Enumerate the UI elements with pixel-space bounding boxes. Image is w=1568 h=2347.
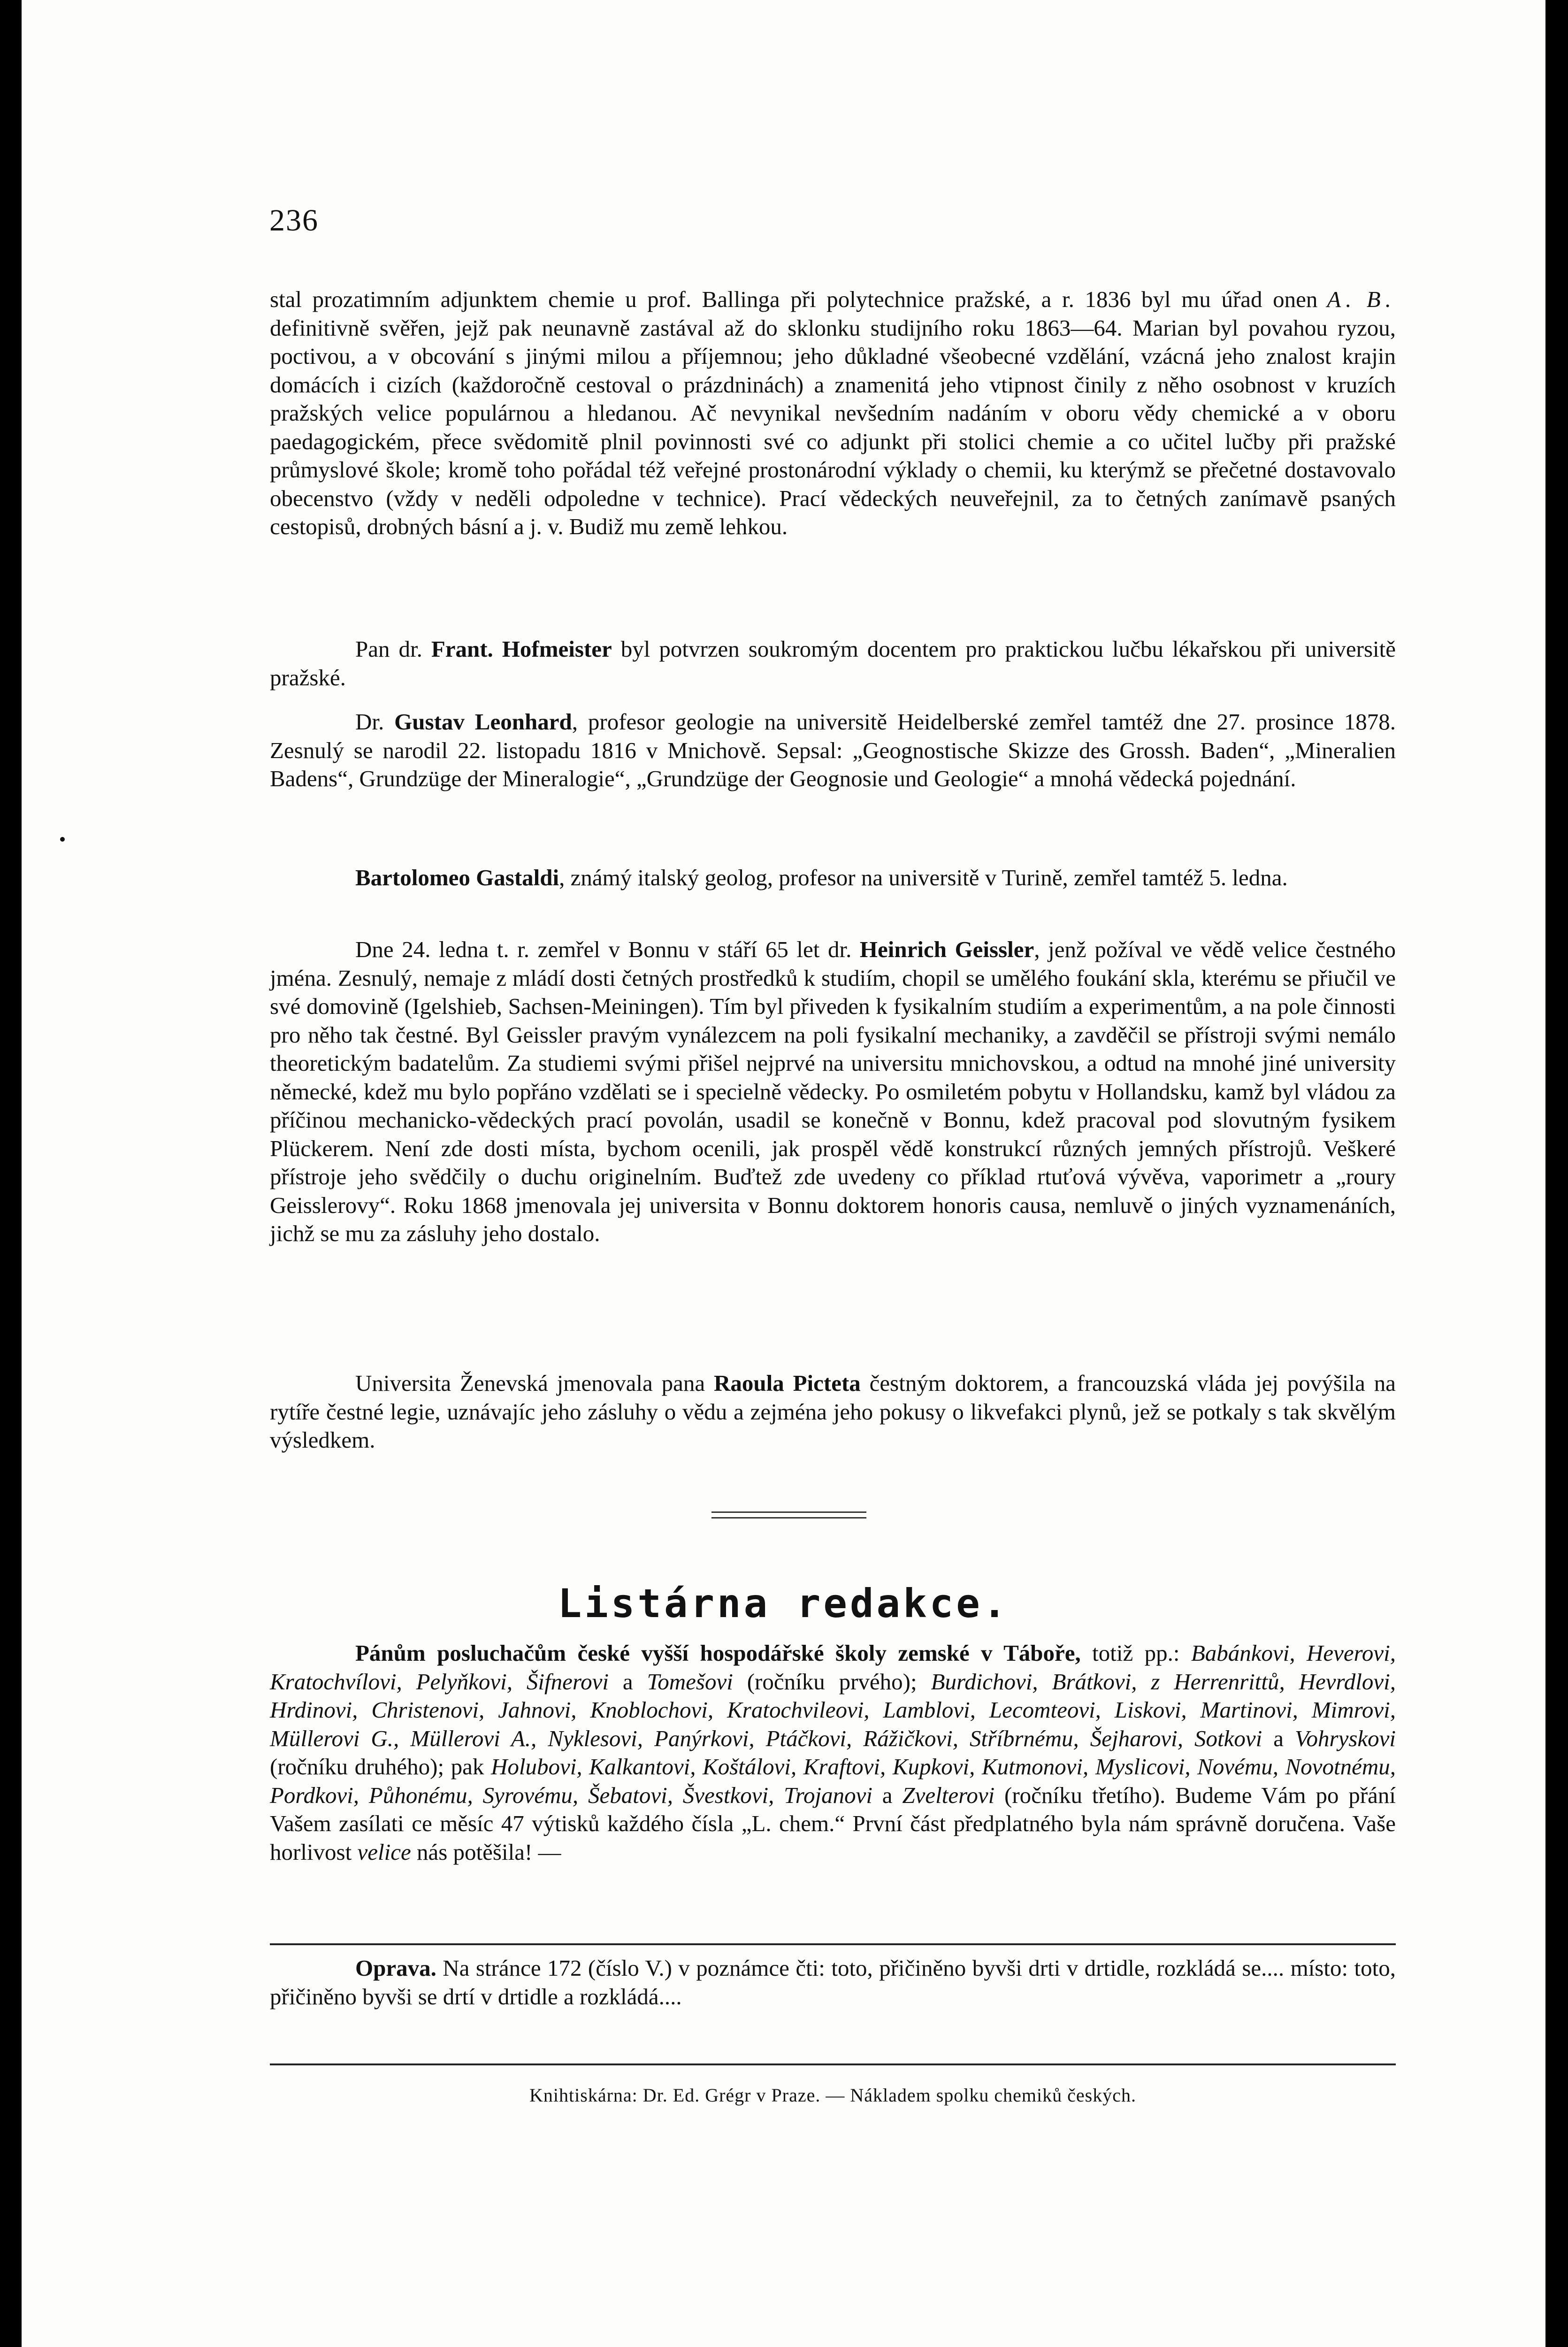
paragraph-correction bbox=[270, 1954, 1396, 2011]
name-list: Holubovi, Kalkantovi, Koštálovi, Kraftovi, Kupkovi, Kutmonovi, Myslicovi, Novému, Novotnému, Pordkovi, Půhonému, Syrovému, Šebatovi, Švestkovi, Trojanovi bbox=[270, 1754, 1396, 1808]
paragraph-letters bbox=[270, 1639, 1396, 1866]
text-run: Dne 24. ledna t. r. zemřel v Bonnu v stáří 65 let dr. bbox=[355, 936, 860, 962]
text-run: čestným doktorem, a francouzská vláda jej povýšila na rytíře čestné legie, uznávajíc jeho zásluhy o vědu a zejména jeho pokusy o likvefakci plynů, jež se potkaly s tak skvělým výsledkem. bbox=[270, 1370, 1396, 1453]
news-hofmeister bbox=[270, 635, 1396, 692]
text-run: (ročníku prvého); bbox=[733, 1668, 931, 1695]
text-run: nás potěšila! — bbox=[411, 1839, 561, 1865]
name-list: Burdichovi, Brátkovi, z Herrenrittů, Hevrdlovi, Hrdinovi, Christenovi, Jahnovi, Knoblochovi, Kratochvileovi, Lamblovi, Lecomteovi, Liskovi, Martinovi, Mimrovi, Müllerovi G., Müllerovi A., Nyklesovi, Panýrkovi, Ptáčkovi, Rážičkovi, Stříbrnému, Šejharovi, Sotkovi bbox=[270, 1668, 1396, 1751]
page-number: 236 bbox=[269, 203, 319, 238]
text-run: , profesor geologie na universitě Heidelberské zemřel tamtéž dne 27. prosince 1878. Zesnulý se narodil 22. listopadu 1816 v Mnichově. Sepsal: „Geognostische Skizze des Grossh. Baden“, „Mineralien Badens“, Grundzüge der Mineralogie“, „Grundzüge der Geognosie und Geologie“ a mnohá vědecká pojednání. bbox=[270, 709, 1396, 791]
obituary-gastaldi bbox=[270, 864, 1396, 892]
text-run: a bbox=[608, 1668, 647, 1695]
person-name: Bartolomeo Gastaldi bbox=[355, 865, 559, 890]
text-run: Pan dr. bbox=[355, 636, 431, 662]
text-run: , jenž požíval ve vědě velice čestného jména. Zesnulý, nemaje z mládí dosti četných prostředků k studiím, chopil se umělého foukání skla, kterému se přiučil ve své domovině (Igelshieb, Sachsen-Meiningen). Tím byl přiveden k fysikalním studiím a experimentům, a na pole činnosti pro něho tak čestné. Byl Geissler pravým vynálezcem na poli fysikalní mechaniky, a zavděčil se přístroji svými nemálo theoretickým badatelům. Za studiemi svými přišel nejprvé na universitu mnichovskou, a odtud na mnohé jiné university německé, kdež mu bylo popřáno vzdělati se i specielně vědecky. Po osmiletém pobytu v Hollandsku, kamž byl vládou za příčinou mechanicko-vědeckých prací povolán, usadil se konečně v Bonnu, kdež pracoval pod slovutným fysikem Plückerem. Není zde dosti místa, bychom ocenili, jak prospěl vědě konstrukcí různých jemných přístrojů. Veškeré přístroje jeho svědčily o duchu originelním. Buďtež zde uvedeny co příklad rtuťová vývěva, vaporimetr a „roury Geisslerovy“. Roku 1868 jmenovala jej universita v Bonnu doktorem honoris causa, nemluvě o jiných vyznamenáních, jichž se mu za zásluhy jeho dostalo. bbox=[270, 936, 1396, 1246]
obituary-marian bbox=[270, 285, 1396, 541]
text-run: Na stránce 172 (číslo V.) v poznámce čti: toto, přičiněno byvši drti v drtidle, rozkládá se.... místo: toto, přičiněno byvši se drtí v drtidle a rozkládá.... bbox=[270, 1955, 1396, 2010]
divider bbox=[270, 1943, 1396, 1945]
paragraph-marian bbox=[270, 285, 1396, 541]
name-list: Tomešovi bbox=[647, 1668, 733, 1695]
paragraph-marian-text: stal prozatimním adjunktem chemie u prof. Ballinga při polytechnice pražské, a r. 1836 byl mu úřad onen definitivně svěřen, jejž pak neunavně zastával až do sklonku studijního roku 1863—64. Marian byl povahou ryzou, poctivou, a v obcování s jinými milou a příjemnou; jeho důkladné všeobecné vzdělání, vzácná jeho znalost krajin domácích i cizích (každoročně cestoval o prázdninách) a znamenitá jeho vtipnost činily z něho osobnost v kruzích pražských velice populárnou a hledanou. Ač nevynikal nevšedním nadáním v oboru vědy chemické a v oboru paedagogickém, přece svědomitě plnil povinnosti své co adjunkt při stolici chemie a co učitel lučby při pražské průmyslové škole; kromě toho pořádal též veřejné prostonárodní výklady o chemii, ku kterýmž se přečetné dostavovalo obecenstvo (vždy v neděli odpoledne v technice). Prací vědeckých neuveřejnil, za to četných zanímavě psaných cestopisů, drobných básní a j. v. Budiž mu země lehkou. bbox=[270, 286, 1396, 539]
correction-label: Oprava. bbox=[355, 1955, 436, 1981]
person-name: Raoula Picteta bbox=[713, 1370, 861, 1396]
text-run: byl potvrzen soukromým docentem pro praktickou lučbu lékařskou při universitě pražské. bbox=[270, 636, 1396, 690]
paragraph-leonhard bbox=[270, 708, 1396, 793]
paragraph-gastaldi bbox=[270, 864, 1396, 892]
emphasis: velice bbox=[357, 1839, 411, 1865]
paragraph-geissler bbox=[270, 936, 1396, 1248]
name-list: Zvelterovi bbox=[902, 1782, 995, 1808]
margin-dot bbox=[60, 837, 65, 842]
paragraph-pictet bbox=[270, 1369, 1396, 1455]
text-run: Universita Ženevská jmenovala pana bbox=[355, 1370, 714, 1396]
divider bbox=[270, 2063, 1396, 2065]
letter-addressee: Pánům posluchačům české vyšší hospodářské školy zemské v Táboře, bbox=[355, 1640, 1081, 1666]
ornament-rule bbox=[711, 1517, 866, 1519]
text-run: (ročníku druhého); pak bbox=[270, 1754, 491, 1779]
ornament-rule bbox=[711, 1511, 866, 1513]
name-list: Vohryskovi bbox=[1295, 1725, 1396, 1751]
text-run: (ročníku třetího). Budeme Vám po přání Vašem zasílati ce měsíc 47 výtisků každého čísla „L. chem.“ První část předplatného byla nám správně doručena. Vaše horlivost bbox=[270, 1782, 1396, 1865]
imprint: Knihtiskárna: Dr. Ed. Grégr v Praze. — Nákladem spolku chemiků českých. bbox=[529, 2085, 1136, 2106]
correction-block bbox=[270, 1954, 1396, 2011]
paragraph-hofmeister bbox=[270, 635, 1396, 692]
news-pictet bbox=[270, 1369, 1396, 1455]
signature: A. B. bbox=[1327, 286, 1396, 312]
obituary-leonhard bbox=[270, 708, 1396, 793]
text-run: totiž pp.: bbox=[1080, 1640, 1191, 1666]
person-name: Heinrich Geissler bbox=[859, 936, 1034, 962]
section-heading: Listárna redakce. bbox=[558, 1580, 1010, 1626]
scan-border-right bbox=[1545, 0, 1568, 2347]
name-list: Babánkovi, Heverovi, Kratochvílovi, Pelyňkovi, Šifnerovi bbox=[270, 1640, 1396, 1695]
text-run: Dr. bbox=[355, 709, 395, 735]
obituary-geissler bbox=[270, 936, 1396, 1248]
person-name: Gustav Leonhard bbox=[394, 709, 572, 735]
text-run: a bbox=[1262, 1725, 1295, 1751]
page bbox=[22, 0, 1545, 2347]
letters-block bbox=[270, 1639, 1396, 1866]
person-name: Frant. Hofmeister bbox=[431, 636, 612, 662]
text-run: a bbox=[872, 1782, 903, 1808]
text-run: , známý italský geolog, profesor na universitě v Turině, zemřel tamtéž 5. ledna. bbox=[559, 865, 1288, 890]
scan-border-left bbox=[0, 0, 22, 2347]
